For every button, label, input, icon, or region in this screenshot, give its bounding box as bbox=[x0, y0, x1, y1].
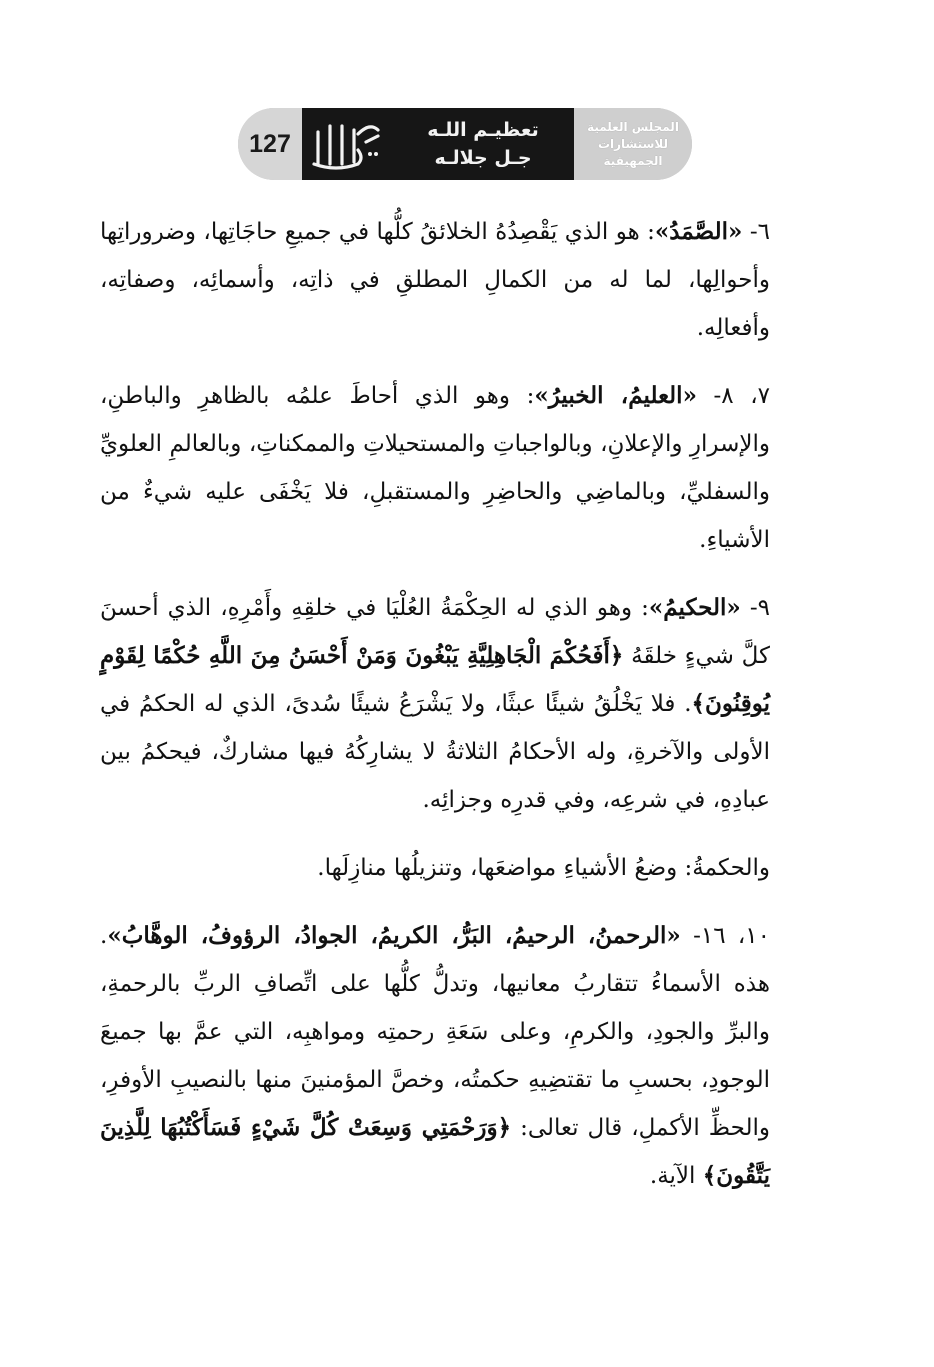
quran-verse: ﴿أَفَحُكْمَ الْجَاهِلِيَّةِ يَبْغُونَ وَمَنْ أَحْسَنُ مِنَ اللَّهِ حُكْمًا لِقَوْمٍ يُوقِنُونَ﴾ bbox=[100, 642, 770, 717]
series-label-line3: الجمهيقية bbox=[603, 153, 663, 168]
divine-name-term: «الحكيمُ» bbox=[648, 594, 741, 621]
book-title bbox=[392, 108, 574, 180]
paragraph-rahman-group bbox=[100, 912, 818, 1200]
paragraph-text-cont: الآية. bbox=[649, 1163, 703, 1189]
item-number: ٧، ٨- bbox=[696, 383, 770, 409]
quran-verse: ﴿وَرَحْمَتِي وَسِعَتْ كُلَّ شَيْءٍ فَسَأَكْتُبُهَا لِلَّذِينَ يَتَّقُونَ﴾ bbox=[100, 1114, 770, 1189]
allah-calligraphy-icon bbox=[302, 108, 392, 180]
paragraph-text-cont: . فلا يَخْلُقُ شيئًا عبثًا، ولا يَشْرَعُ شيئًا سُدىً، الذي له الحكمُ في الأولى والآخرةِ، وله الأحكامُ الثلاثةُ لا يشارِكُهُ فيها مشاركٌ، فيحكمُ بين عبادِهِ، في شرعِه، وفي قدرِه وجزائِه. bbox=[100, 691, 770, 813]
book-title-line2: جـل جلالـه bbox=[434, 147, 532, 169]
divine-name-term: «الرحمنُ، الرحيمُ، البَرُّ، الكريمُ، الجوادُ، الرؤوفُ، الوهَّابُ» bbox=[107, 922, 681, 949]
paragraph-text: والحكمةُ: وضعُ الأشياءِ مواضعَها، وتنزيلُها منازِلَها. bbox=[317, 855, 770, 881]
paragraph-alim-khabir bbox=[100, 372, 818, 564]
paragraph-text: : وهو الذي له الحِكْمَةُ العُلْيَا في خلقِهِ وأَمْرِهِ، الذي أحسنَ كلَّ شيءٍ خلقَهُ bbox=[100, 595, 771, 669]
item-number: ٩- bbox=[740, 595, 770, 621]
item-number: ٦- bbox=[742, 219, 770, 245]
paragraph-text: : هو الذي يَقْصِدُهُ الخلائقُ كلُّها في جميعِ حاجَاتِها، وضروراتِها وأحوالِها، لما له من الكمالِ المطلقِ في ذاتِه، وأسمائِه، وصفاتِه، وأفعالِه. bbox=[100, 219, 770, 341]
paragraph-hakim bbox=[100, 584, 818, 824]
paragraph-hikma-definition bbox=[100, 844, 818, 892]
book-title-line1: تعظيـم اللـه bbox=[427, 119, 539, 141]
paragraph-samad bbox=[100, 208, 818, 352]
paragraph-text: : وهو الذي أحاطَ علمُه بالظاهرِ والباطنِ، والإسرارِ والإعلانِ، وبالواجباتِ والمستحيلاتِ والممكناتِ، وبالعالمِ العلويِّ والسفليِّ، وبالماضِي والحاضِرِ والمستقبلِ، فلا يَخْفَى عليه شيءٌ من الأشياءِ. bbox=[100, 383, 770, 553]
divine-name-term: «الصَّمَدُ» bbox=[654, 218, 743, 245]
series-label-line1: المجلس العلمية bbox=[587, 119, 679, 134]
series-label-line2: للاستشارات bbox=[597, 136, 669, 151]
page-body bbox=[100, 208, 818, 1200]
item-number: ١٠، ١٦- bbox=[680, 923, 771, 949]
running-header bbox=[238, 108, 692, 180]
series-label bbox=[574, 108, 692, 180]
paragraph-text: . هذه الأسماءُ تتقاربُ معانيها، وتدلُّ كلُّها على اتِّصافِ الربِّ بالرحمةِ، والبرِّ والجودِ، والكرمِ، وعلى سَعَةِ رحمتِه ومواهبِه، التي عمَّ بها جميعَ الوجودِ، بحسبِ ما تقتضِيهِ حكمتُه، وخصَّ المؤمنينَ منها بالنصيبِ الأوفرِ، والحظِّ الأكملِ، قال تعالى: bbox=[100, 923, 770, 1141]
page-number: 127 bbox=[238, 108, 302, 180]
divine-name-term: «العليمُ، الخبيرُ» bbox=[534, 382, 697, 409]
